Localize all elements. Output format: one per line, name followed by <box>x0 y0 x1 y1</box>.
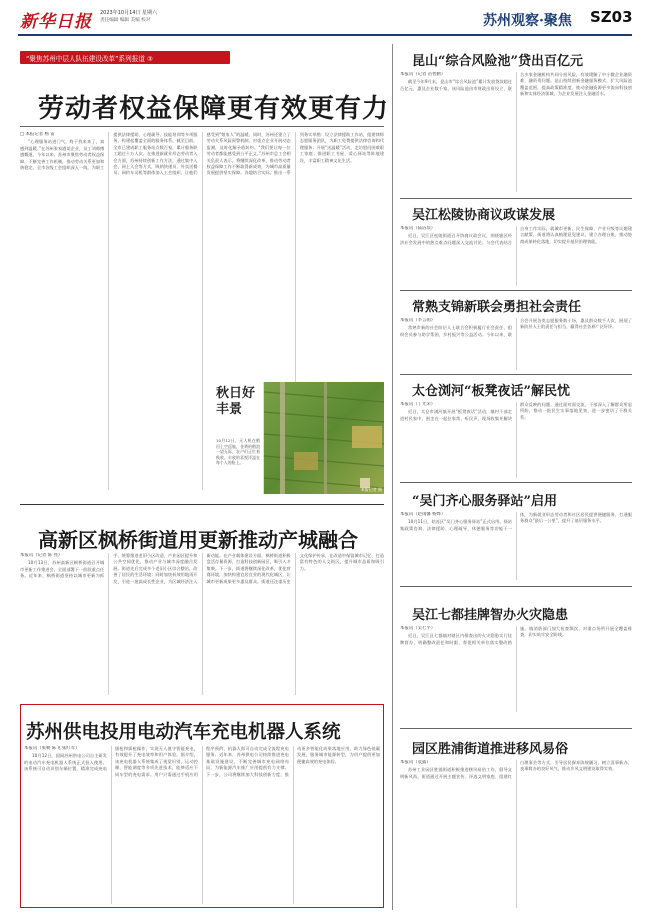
right-story-4-byline: 本报讯（丁光荣） <box>400 402 436 407</box>
right-rule-5 <box>400 586 632 587</box>
series-label: “聚焦苏州中层人队伍建设改革”系列报道 ③ <box>26 55 153 63</box>
lead-headline: 劳动者权益保障更有效更有力 <box>38 94 390 124</box>
right-story-7-body: 苏州工业园区胜浦街道积极推进移风易俗工作，倡导文明新风尚。街道通过开展主题宣传、评选文明家庭、组建红白理事会等方式，引导居民摒弃陈规陋习，树立喜事新办、丧事简办的良好风气，推动乡风文明建设取得实效。 <box>400 760 632 779</box>
story2-top-rule <box>20 504 384 505</box>
right-story-3-body: 常熟市新的社会阶层人士联合会积极履行社会责任，组织会员参与助学帮困、乡村振兴等公益活动。今年以来，联合会开展各类志愿服务数十场，惠及群众数千人次，展现了新阶层人士的责任与担当，赢得社会各界广泛好评。 <box>400 318 632 337</box>
story3-article <box>24 746 380 904</box>
right-story-1-body: 截至今年9月末，昆山市“综合风险池”累计发放贷款超过百亿元，惠及企业数千家。该风险池由市财政出资设立，联合多家金融机构共同分担风险，有效缓解了中小微企业融资难、融资贵问题。昆山持续创新金融服务模式，扩大风险池覆盖范围，提高政策精准度，推动金融资源更多流向科技创新和实体经济领域，为企业发展注入金融活水。 <box>400 72 632 97</box>
newspaper-logo: 新华日报 <box>20 12 92 32</box>
right-story-6-headline: 吴江七都挂牌智办火灾隐患 <box>412 608 569 623</box>
right-story-4-body: 近日，太仓市浏河镇开展“板凳夜话”活动，镇村干部走进村民家中，围坐在一起拉家常、听民声，现场收集并解决群众反映的问题。通过面对面交流，干部深入了解群众所思所盼，推动一批民生实事落地见效，进一步密切了干群关系。 <box>400 402 632 421</box>
editors-line: 责任编辑 编辑 美编 校对 <box>100 18 151 23</box>
photo-caption-title: 秋日好丰景 <box>216 386 256 417</box>
story3-headline: 苏州供电投用电动汽车充电机器人系统 <box>26 722 341 743</box>
right-story-1-byline: 本报讯（记者 苗智勤） <box>400 72 446 77</box>
masthead-rule <box>18 34 632 36</box>
right-story-4-headline: 太仓浏河“板凳夜话”解民忧 <box>412 384 570 399</box>
right-story-7-headline: 园区胜浦街道推进移风易俗 <box>412 742 569 757</box>
story2-article <box>20 553 384 695</box>
story3-body: 10月12日，国网苏州供电公司自主研发的电动汽车充电机器人系统正式投入使用。该系统可自动识别车辆位置，精准完成充电插枪和拔枪操作，实现无人值守智能充电，有效提升了充电效率和用户体验。据介绍，该充电机器人系统集成了视觉识别、运动控制、智能调度等多项先进技术，能够适应不同车型的充电需求。用户只需通过手机应用程序预约，机器人即可自动完成全流程充电服务。近年来，苏州供电公司持续推进充电基础设施建设，不断完善城市充电网络布局，为新能源汽车推广应用提供有力支撑。下一步，公司将继续加大科技创新力度，推动更多智能化成果落地应用，助力绿色低碳发展，服务城市能源转型，为用户提供更加便捷高效的充电体验。 <box>24 746 380 777</box>
date-line: 2023年10月14日 星期六 <box>100 10 158 16</box>
right-rule-2 <box>400 290 632 291</box>
story2-byline: 本报讯（记者 陈 亮） <box>20 553 63 558</box>
story2-headline: 高新区枫桥街道用更新推动产城融合 <box>38 528 358 552</box>
page-number: SZ03 <box>590 8 633 26</box>
right-story-3-headline: 常熟支锦新联会勇担社会责任 <box>412 300 582 315</box>
right-story-6-body: 近日，吴江区七都镇对辖区内排查出的火灾隐患实行挂牌督办，明确整改责任和时限，督促相关单位落实整改措施。镇消防部门加大检查频次，对重点场所开展全覆盖排查，切实筑牢安全防线。 <box>400 626 632 645</box>
photo-credit: 本报记者 摄 <box>360 487 382 492</box>
right-story-6-byline: 本报讯（吴七平） <box>400 626 436 631</box>
right-story-3-article <box>400 318 632 370</box>
lead-headline-rule <box>20 126 384 127</box>
story2-body: 10月13日，苏州高新区枫桥街道召开城市更新工作推进会，全面部署下一阶段重点任务。近年来，枫桥街道坚持以城市更新为抓手，统筹推进老旧小区改造、产业园区提升和公共空间优化，推动产业与城市深度融合发展。街道先后完成多个老旧小区综合整治，改善了居民的生活环境；同时加快低效用地再开发，引进一批高成长性企业，为区域经济注入新动能。在产业载体建设方面，枫桥街道积极盘活存量资源，打造科技创新园区，吸引人才集聚。下一步，街道将继续深化改革，优化营商环境，加快构建宜居宜业的现代化城区，让城市更新成果更多惠及群众。街道还注重历史文化保护传承，在改造中保留城市记忆，打造富有特色的人文街区，提升城市品质和吸引力。 <box>20 553 384 584</box>
right-rule-4 <box>400 482 632 483</box>
right-rule-6 <box>400 728 632 729</box>
right-rule-3 <box>400 374 632 375</box>
right-story-2-body: 近日，吴江区松陵街道召开协商议政会议，围绕辖区经济社会发展中的热点难点问题深入交流讨论。与会代表结合自身工作实际，就城市更新、民生保障、产业升级等议题建言献策。街道将认真梳理意见建议，建立办理台账，推动协商成果转化落地，切实提升基层治理效能。 <box>400 226 632 245</box>
photo-caption-text: 10月12日，无人机在稻田上空巡航，金黄的稻浪一望无际，农户们正忙着秋收。丰收的喜悦洋溢在每个人的脸上。 <box>216 438 260 466</box>
column-divider <box>392 44 393 910</box>
series-banner <box>20 51 230 64</box>
right-story-2-headline: 吴江松陵协商议政谋发展 <box>412 208 556 223</box>
right-rule-1 <box>400 198 632 199</box>
right-story-5-headline: “吴门齐心服务驿站”启用 <box>412 494 557 509</box>
right-story-2-article <box>400 226 632 286</box>
right-story-1-headline: 昆山“综合风险池”贷出百亿元 <box>412 54 583 69</box>
right-story-4-article <box>400 402 632 478</box>
lead-byline: □ 本报记者 杨 雷 <box>20 132 55 137</box>
section-title: 苏州观察·聚焦 <box>483 13 572 29</box>
right-story-7-article <box>400 760 632 908</box>
right-story-3-byline: 本报讯（李言萌） <box>400 318 436 323</box>
story3-byline: 本报讯（张朝 陈飞 张红军） <box>24 746 80 751</box>
right-story-2-byline: 本报讯（陆洁琰） <box>400 226 436 231</box>
photo-image <box>264 382 384 494</box>
right-story-5-article <box>400 512 632 580</box>
right-story-5-byline: 本报讯（赵雨馨 杨烨） <box>400 512 446 517</box>
right-story-5-body: 10月11日，姑苏区“吴门齐心服务驿站”正式启用。驿站集政策咨询、法律援助、心理疏导、休憩服务等功能于一体，为新就业形态劳动者和社区居民提供便捷服务，打通服务群众“最后一公里”，提升了基层服务水平。 <box>400 512 632 531</box>
lead-body: “心理服务站进门气，终于找来来了，真感到温暖。”在苏州张家港某企业，员工刘师傅感慨道。今年以来，苏州市聚焦劳动者权益保障，不断完善工作机制，推动劳动关系更加和谐稳定。全市各级工会组织深入一线，为职工提供法律援助、心理疏导、技能培训等多项服务，构建起覆盖全面的服务体系。截至目前，全市已建成职工服务站点数百家，累计服务职工超过十万人次。在推进新就业形态劳动者入会方面，苏州持续创新工作方法，通过集中入会、网上入会等方式，吸纳快递员、外卖送餐员、网约车司机等群体加入工会组织，让他们感受到“娘家人”的温暖。同时，苏州还建立了劳动关系风险预警机制，对重点企业开展动态监测，及时化解矛盾纠纷。“我们要让每一位劳动者都能感受到公平正义。”苏州市总工会相关负责人表示，将继续深化改革，推动劳动者权益保障工作不断取得新成效，为城市高质量发展提供坚实保障。各地结合实际，推出一系列务实举措：设立法律援助工作站，组建律师志愿服务团队，为职工免费提供法律咨询和代理服务；开展“送温暖”活动，走访慰问困难职工家庭；推进职工书屋、爱心驿站等阵地建设，丰富职工精神文化生活。 <box>20 132 384 176</box>
right-story-6-article <box>400 626 632 712</box>
right-story-7-byline: 本报讯（袁露） <box>400 760 431 765</box>
right-story-1-article <box>400 72 632 192</box>
photo-caption-box <box>212 382 264 494</box>
